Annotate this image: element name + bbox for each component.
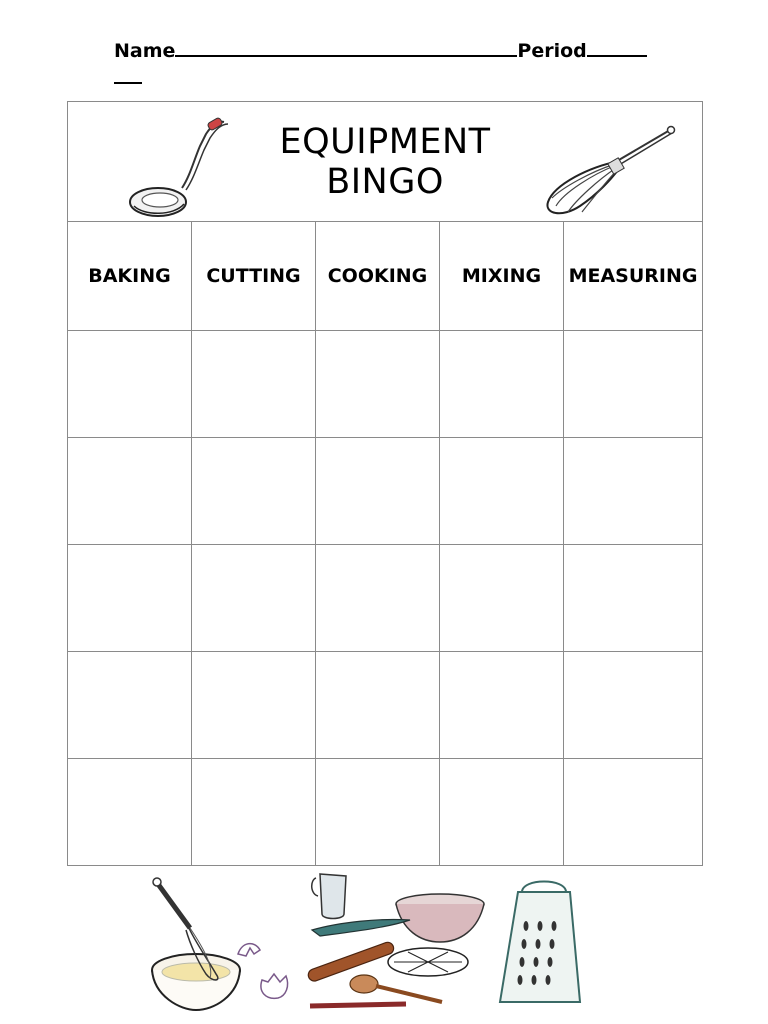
period-label: Period [517,40,587,62]
bingo-cell[interactable] [192,331,316,438]
bingo-cell[interactable] [564,759,703,866]
bingo-cell[interactable] [68,331,192,438]
bingo-cell[interactable] [316,545,440,652]
bingo-cell[interactable] [192,652,316,759]
bingo-cell[interactable] [440,759,564,866]
bingo-cell[interactable] [316,331,440,438]
bingo-cell[interactable] [440,545,564,652]
bingo-cell[interactable] [192,438,316,545]
title-banner [68,102,703,222]
bingo-cell[interactable] [192,759,316,866]
bingo-row [68,438,703,545]
whisk-icon [542,122,682,222]
bingo-cell[interactable] [68,545,192,652]
column-header: CUTTING [192,222,316,331]
grater-icon [500,882,580,1003]
column-header: MEASURING [564,222,703,331]
name-label: Name [114,40,176,62]
name-period-line [114,34,674,84]
bingo-cell[interactable] [564,652,703,759]
bingo-cell[interactable] [316,438,440,545]
column-header: BAKING [68,222,192,331]
bingo-cell[interactable] [564,545,703,652]
bingo-cell[interactable] [68,652,192,759]
kitchen-illustration [150,870,590,1020]
bingo-cell[interactable] [68,438,192,545]
bingo-card [67,101,703,866]
period-blank[interactable] [587,35,647,57]
column-header: COOKING [316,222,440,331]
whisk-bowl-icon [152,878,240,1010]
bingo-row [68,759,703,866]
bingo-cell[interactable] [440,331,564,438]
cracked-egg-icon [238,944,288,999]
category-header-row [68,222,703,331]
title-line-1: EQUIPMENT [279,122,491,162]
bingo-cell[interactable] [440,438,564,545]
bingo-cell[interactable] [68,759,192,866]
bingo-row [68,545,703,652]
bingo-cell[interactable] [192,545,316,652]
bingo-cell[interactable] [564,331,703,438]
bingo-cell[interactable] [316,759,440,866]
bingo-cell[interactable] [316,652,440,759]
kitchen-tools-icon [307,874,484,1006]
column-header: MIXING [440,222,564,331]
title-line-2: BINGO [326,162,444,202]
name-blank[interactable] [175,35,517,57]
bingo-cell[interactable] [440,652,564,759]
bingo-row [68,331,703,438]
bingo-cell[interactable] [564,438,703,545]
period-blank-continued [114,62,142,84]
bingo-row [68,652,703,759]
